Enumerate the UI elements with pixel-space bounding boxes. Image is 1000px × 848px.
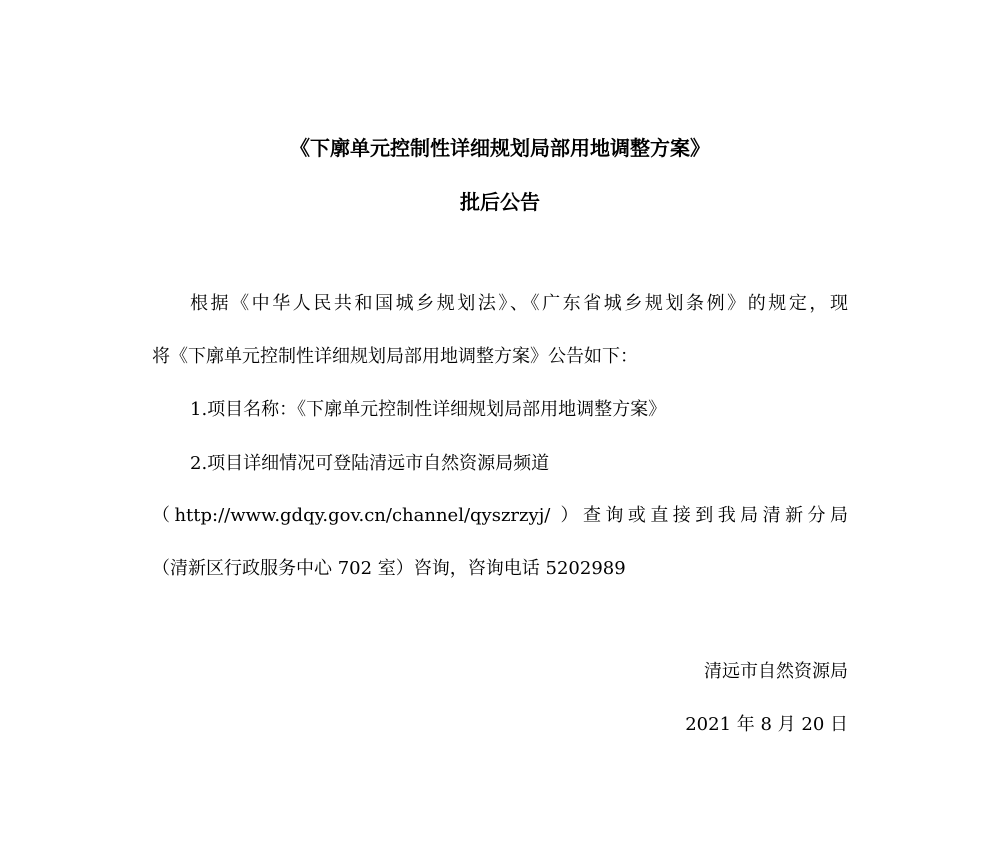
document-subtitle: 批后公告: [460, 190, 540, 214]
document-title: 《下廓单元控制性详细规划局部用地调整方案》: [290, 136, 710, 160]
signature-date: 2021 年 8 月 20 日: [685, 714, 848, 735]
signature-organization: 清远市自然资源局: [704, 661, 848, 682]
item-project-name: 1.项目名称：《下廓单元控制性详细规划局部用地调整方案》: [190, 399, 667, 420]
item-project-details: 2.项目详细情况可登陆清远市自然资源局频道: [190, 453, 550, 474]
item-project-url-line: （http://www.gdqy.gov.cn/channel/qyszrzyj/ ）查询或直接到我局清新分局: [152, 505, 848, 526]
body-line-1: 根据《中华人民共和国城乡规划法》、《广东省城乡规划条例》的规定，现: [190, 293, 848, 314]
item-project-contact-line: （清新区行政服务中心 702 室）咨询，咨询电话 5202989: [152, 558, 626, 579]
body-line-2: 将《下廓单元控制性详细规划局部用地调整方案》公告如下：: [152, 346, 638, 367]
